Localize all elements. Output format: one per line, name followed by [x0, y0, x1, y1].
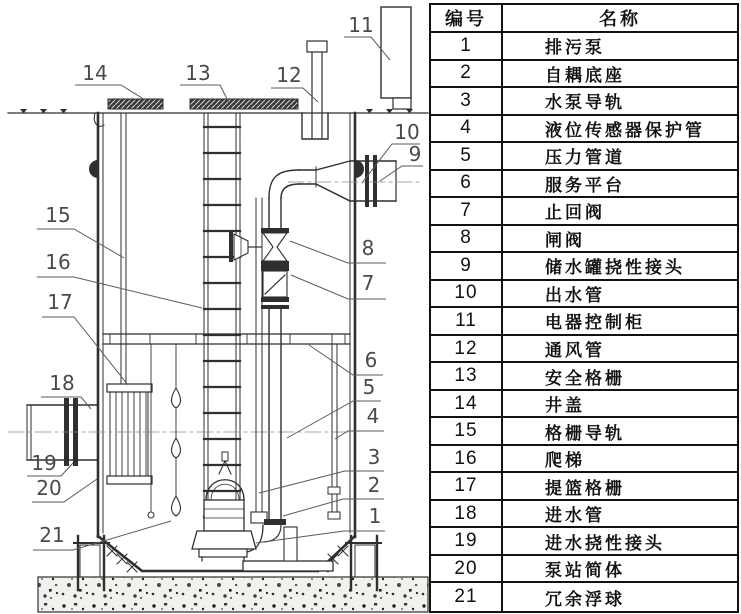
part-number: 21: [431, 583, 503, 611]
callout-leader-3: [259, 471, 384, 493]
part-number: 11: [431, 308, 503, 334]
part-number: 14: [431, 391, 503, 417]
concrete-foundation: [38, 577, 428, 612]
callout-number-21: 21: [39, 523, 65, 547]
part-name: 井盖: [545, 396, 585, 416]
callout-number-13: 13: [185, 61, 211, 85]
callout-number-20: 20: [36, 476, 62, 500]
well-cover: [108, 99, 163, 109]
part-name: 储水罐挠性接头: [545, 258, 685, 278]
part-number: 8: [431, 226, 503, 252]
lifting-chain: [148, 345, 154, 518]
callout-leader-1: [256, 531, 385, 543]
part-name: 格栅导轨: [545, 423, 625, 443]
inlet-pipe: [8, 398, 352, 466]
part-number: 15: [431, 418, 503, 444]
callout-leader-9: [380, 166, 423, 181]
basket-screen: [107, 384, 152, 484]
part-name: 排污泵: [545, 38, 605, 58]
control-cabinet: [381, 7, 411, 109]
part-number: 7: [431, 198, 503, 224]
gate-valve: [229, 228, 289, 266]
callout-number-16: 16: [45, 250, 71, 274]
table-row: [431, 501, 737, 529]
callout-number-9: 9: [408, 142, 422, 166]
part-number: 6: [431, 171, 503, 197]
part-number: 9: [431, 253, 503, 279]
part-name: 闸阀: [545, 230, 585, 250]
part-name: 压力管道: [545, 148, 625, 168]
table-row: [431, 308, 737, 336]
callout-number-1: 1: [368, 504, 382, 528]
table-row: [431, 226, 737, 254]
part-number: 1: [431, 33, 503, 59]
callout-number-4: 4: [366, 404, 380, 428]
table-row: [431, 391, 737, 419]
part-name: 爬梯: [545, 451, 585, 471]
table-row: [431, 33, 737, 61]
callout-number-3: 3: [367, 445, 381, 469]
ground-line: [8, 109, 428, 114]
part-number: 12: [431, 336, 503, 362]
part-name: 进水挠性接头: [545, 533, 665, 553]
table-row: [431, 418, 737, 446]
pump-pedestal: [243, 561, 333, 571]
vent-pipe: [307, 41, 327, 138]
table-row: [431, 198, 737, 226]
part-number: 10: [431, 281, 503, 307]
part-name: 冗余浮球: [545, 589, 625, 609]
pressure-pipe: [264, 155, 422, 525]
table-row: [431, 61, 737, 89]
part-number: 2: [431, 61, 503, 87]
callout-number-12: 12: [276, 63, 302, 87]
part-name: 通风管: [545, 341, 605, 361]
table-row: [431, 88, 737, 116]
callout-number-19: 19: [31, 451, 57, 475]
part-name: 水泵导轨: [545, 93, 625, 113]
table-row: [431, 253, 737, 281]
table-row: [431, 473, 737, 501]
table-row: [431, 171, 737, 199]
part-name: 自耦底座: [545, 65, 625, 85]
callout-number-6: 6: [364, 348, 378, 372]
callout-number-10: 10: [394, 120, 420, 144]
part-name: 泵站简体: [545, 561, 625, 581]
part-number: 13: [431, 363, 503, 389]
callout-number-11: 11: [348, 13, 374, 37]
callout-number-14: 14: [82, 61, 108, 85]
part-number: 20: [431, 556, 503, 582]
table-row: [431, 281, 737, 309]
part-number: 4: [431, 116, 503, 142]
callout-number-15: 15: [45, 203, 71, 227]
table-row: [431, 363, 737, 391]
header-number: 编号: [431, 5, 503, 31]
part-name: 安全格栅: [545, 368, 625, 388]
callout-number-18: 18: [49, 371, 75, 395]
sensor-protection-pipe: [328, 344, 340, 519]
callout-labels: [27, 13, 423, 550]
part-number: 3: [431, 88, 503, 114]
parts-table: [429, 3, 739, 613]
callout-number-2: 2: [367, 473, 381, 497]
part-number: 19: [431, 528, 503, 554]
header-name: 名称: [599, 9, 641, 29]
callout-number-8: 8: [361, 236, 375, 260]
callout-number-17: 17: [47, 290, 73, 314]
part-name: 出水管: [545, 285, 605, 305]
sewage-pump: [192, 452, 256, 561]
callout-number-5: 5: [362, 375, 376, 399]
table-row: [431, 143, 737, 171]
part-name: 电器控制柜: [545, 313, 645, 333]
table-row: [431, 446, 737, 474]
callout-number-7: 7: [361, 271, 375, 295]
part-name: 进水管: [545, 506, 605, 526]
float-balls: [172, 345, 181, 516]
part-number: 18: [431, 501, 503, 527]
table-header-row: [431, 5, 737, 33]
part-name: 提篮格栅: [545, 478, 625, 498]
table-row: [431, 556, 737, 584]
part-name: 服务平台: [545, 175, 625, 195]
table-row: [431, 528, 737, 556]
part-number: 5: [431, 143, 503, 169]
part-number: 17: [431, 473, 503, 499]
check-valve: [261, 266, 289, 309]
table-row: [431, 583, 737, 611]
part-number: 16: [431, 446, 503, 472]
safety-grille-cover: [190, 99, 328, 139]
part-name: 液位传感器保护管: [545, 120, 705, 140]
part-name: 止回阀: [545, 203, 605, 223]
table-row: [431, 116, 737, 144]
table-row: [431, 336, 737, 364]
